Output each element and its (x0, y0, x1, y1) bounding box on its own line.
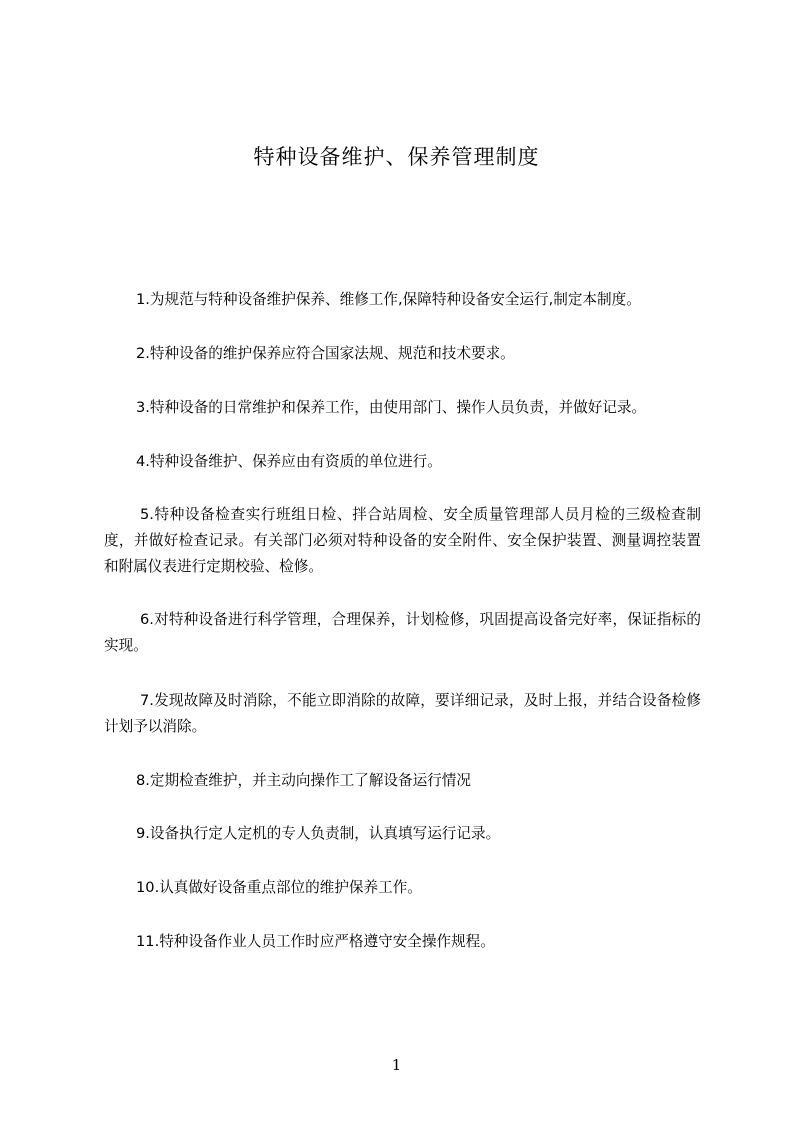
paragraph-4: 4.特种设备维护、保养应由有资质的单位进行。 (136, 453, 442, 470)
paragraph-7: 7.发现故障及时消除，不能立即消除的故障，要详细记录，及时上报，并结合设备检修计划予以消除。 (104, 692, 701, 735)
paragraph-11: 11.特种设备作业人员工作时应严格遵守安全操作规程。 (136, 933, 495, 950)
paragraph-2: 2.特种设备的维护保养应符合国家法规、规范和技术要求。 (136, 345, 515, 362)
paragraph-9: 9.设备执行定人定机的专人负责制，认真填写运行记录。 (136, 825, 501, 842)
paragraph-1: 1.为规范与特种设备维护保养、维修工作,保障特种设备安全运行,制定本制度。 (136, 291, 641, 308)
document-title: 特种设备维护、保养管理制度 (253, 145, 540, 169)
paragraph-10: 10.认真做好设备重点部位的维护保养工作。 (136, 879, 422, 896)
paragraph-3: 3.特种设备的日常维护和保养工作，由使用部门、操作人员负责，并做好记录。 (136, 399, 647, 416)
paragraph-6: 6.对特种设备进行科学管理，合理保养，计划检修，巩固提高设备完好率，保证指标的实现。 (104, 611, 701, 654)
paragraph-5: 5.特种设备检查实行班组日检、拌合站周检、安全质量管理部人员月检的三级检查制度，并做好检查记录。有关部门必须对特种设备的安全附件、安全保护装置、测量调控装置和附属仪表进行定期校验、检修。 (104, 506, 701, 575)
page-number: 1 (391, 1056, 402, 1074)
paragraph-8: 8.定期检查维护，并主动向操作工了解设备运行情况 (136, 772, 471, 789)
